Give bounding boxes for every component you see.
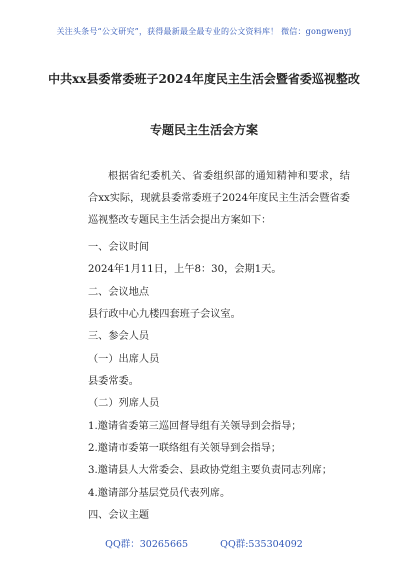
section-location-value: 县行政中心九楼四套班子会议室。 (88, 309, 241, 320)
section-attendees-heading: 三、参会人员 (88, 331, 150, 342)
section-location-heading: 二、会议地点 (88, 287, 150, 298)
attendees-present-heading: （一）出席人员 (88, 354, 160, 365)
attendees-observer-heading: （二）列席人员 (88, 398, 160, 409)
section-theme-heading: 四、会议主题 (88, 510, 150, 521)
observer-item-3: 3.邀请县人大常委会、县政协党组主要负责同志列席； (88, 465, 333, 476)
section-time-heading: 一、会议时间 (88, 242, 150, 253)
attendees-present-value: 县委常委。 (88, 376, 139, 387)
section-time-value: 2024年1月11日，上午8：30，会期1天。 (88, 264, 282, 275)
document-title-line2: 专题民主生活会方案 (149, 123, 258, 137)
footer-qq-group-2: QQ群:535304092 (220, 539, 303, 550)
document-title-line1: 中共xx县委常委班子2024年度民主生活会暨省委巡视整改 (48, 72, 360, 86)
observer-item-2: 2.邀请市委第一联络组有关领导到会指导； (88, 443, 282, 454)
footer (0, 536, 408, 550)
intro-paragraph: 根据省纪委机关、省委组织部的通知精神和要求，结合xx实际，现就县委常委班子2024年度民主生活会暨省委巡视整改专题民主生活会提出方案如下： (88, 171, 350, 226)
footer-qq-group-1: QQ群：30265665 (105, 539, 189, 550)
header-banner: 关注头条号“公文研究”，获得最新最全最专业的公文资料库！ 微信：gongwenyj (56, 27, 352, 36)
observer-item-1: 1.邀请省委第三巡回督导组有关领导到会指导； (88, 421, 302, 432)
observer-item-4: 4.邀请部分基层党员代表列席。 (88, 488, 231, 499)
